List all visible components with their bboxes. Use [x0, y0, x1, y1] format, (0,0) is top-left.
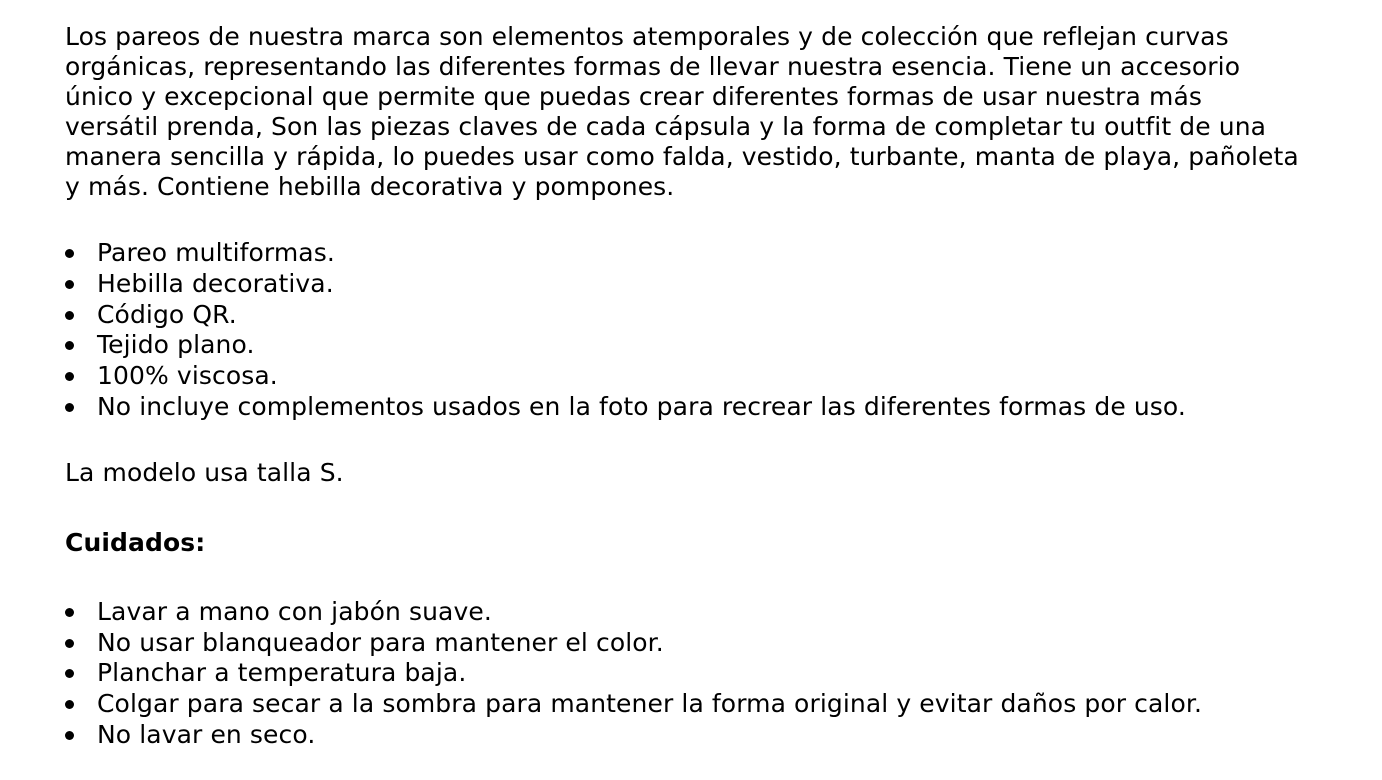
- bullet-icon: [65, 372, 74, 381]
- feature-item: [65, 361, 1382, 392]
- care-item: [65, 658, 1382, 689]
- bullet-icon: [65, 669, 74, 678]
- feature-text: Hebilla decorativa.: [97, 268, 334, 298]
- care-text: No lavar en seco.: [97, 719, 316, 749]
- care-text: Colgar para secar a la sombra para mantener la forma original y evitar daños por calor.: [97, 689, 1202, 719]
- bullet-icon: [65, 311, 74, 320]
- care-text: Planchar a temperatura baja.: [97, 658, 467, 688]
- care-item: [65, 628, 1382, 659]
- care-item: [65, 720, 1382, 751]
- feature-item: [65, 269, 1382, 300]
- feature-text: Pareo multiformas.: [97, 238, 335, 267]
- feature-text: Código QR.: [97, 299, 237, 329]
- care-heading: Cuidados:: [65, 527, 206, 557]
- bullet-icon: [65, 403, 74, 412]
- description-line: orgánicas, representando las diferentes formas de llevar nuestra esencia. Tiene un accesorio: [65, 52, 1241, 81]
- feature-item: [65, 238, 1382, 269]
- bullet-icon: [65, 731, 74, 740]
- care-item: [65, 597, 1382, 628]
- care-item: [65, 689, 1382, 720]
- bullet-icon: [65, 700, 74, 709]
- bullet-icon: [65, 341, 74, 350]
- bullet-icon: [65, 249, 74, 258]
- description-line: y más. Contiene hebilla decorativa y pompones.: [65, 172, 675, 201]
- description-line: Los pareos de nuestra marca son elementos atemporales y de colección que reflejan curvas: [65, 22, 1229, 51]
- description-line: versátil prenda, Son las piezas claves de cada cápsula y la forma de completar tu outfit de una: [65, 112, 1267, 141]
- description-line: manera sencilla y rápida, lo puedes usar como falda, vestido, turbante, manta de playa, pañoleta: [65, 142, 1299, 171]
- bullet-icon: [65, 608, 74, 617]
- description-line: único y excepcional que permite que puedas crear diferentes formas de usar nuestra más: [65, 82, 1202, 111]
- bullet-icon: [65, 639, 74, 648]
- feature-text: No incluye complementos usados en la foto para recrear las diferentes formas de uso.: [97, 391, 1186, 421]
- product-description: [65, 22, 1382, 202]
- feature-item: [65, 330, 1382, 361]
- feature-text: Tejido plano.: [97, 330, 255, 360]
- product-details-content: [65, 22, 1382, 751]
- feature-text: 100% viscosa.: [97, 361, 278, 391]
- care-text: Lavar a mano con jabón suave.: [97, 596, 492, 626]
- model-size-note: La modelo usa talla S.: [65, 457, 344, 487]
- care-list: [65, 597, 1382, 751]
- features-list: [65, 238, 1382, 423]
- care-text: No usar blanqueador para mantener el color.: [97, 627, 664, 657]
- feature-item: [65, 300, 1382, 331]
- feature-item: [65, 392, 1382, 423]
- bullet-icon: [65, 280, 74, 289]
